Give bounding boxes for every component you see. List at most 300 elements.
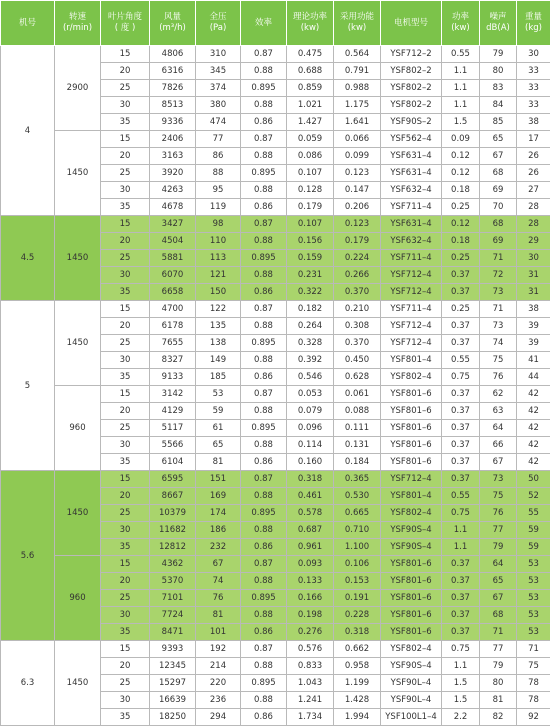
efficiency-cell: 0.895 xyxy=(241,250,287,267)
theoretical-power-cell: 0.179 xyxy=(287,199,334,216)
airflow-cell: 7101 xyxy=(150,590,196,607)
pressure-cell: 61 xyxy=(196,420,241,437)
noise-cell: 83 xyxy=(480,80,517,97)
header-model: 机号 xyxy=(1,1,55,46)
motor-model-cell: YSF712–4 xyxy=(381,267,442,284)
theoretical-power-cell: 0.107 xyxy=(287,216,334,233)
efficiency-cell: 0.86 xyxy=(241,199,287,216)
airflow-cell: 5566 xyxy=(150,437,196,454)
airflow-cell: 6595 xyxy=(150,471,196,488)
adopted-power-cell: 0.191 xyxy=(334,590,381,607)
airflow-cell: 4129 xyxy=(150,403,196,420)
theoretical-power-cell: 0.392 xyxy=(287,352,334,369)
noise-cell: 65 xyxy=(480,573,517,590)
weight-cell: 42 xyxy=(517,386,550,403)
power-cell: 0.37 xyxy=(442,573,480,590)
blade-angle-cell: 20 xyxy=(101,573,150,590)
power-cell: 1.1 xyxy=(442,658,480,675)
adopted-power-cell: 0.370 xyxy=(334,284,381,301)
weight-cell: 42 xyxy=(517,454,550,471)
pressure-cell: 77 xyxy=(196,131,241,148)
model-cell: 4 xyxy=(1,46,55,216)
power-cell: 0.12 xyxy=(442,148,480,165)
airflow-cell: 7724 xyxy=(150,607,196,624)
weight-cell: 71 xyxy=(517,641,550,658)
efficiency-cell: 0.88 xyxy=(241,182,287,199)
efficiency-cell: 0.88 xyxy=(241,573,287,590)
airflow-cell: 4806 xyxy=(150,46,196,63)
pressure-cell: 59 xyxy=(196,403,241,420)
header-row xyxy=(1,1,550,46)
airflow-cell: 4504 xyxy=(150,233,196,250)
airflow-cell: 7655 xyxy=(150,335,196,352)
motor-model-cell: YSF90S–4 xyxy=(381,522,442,539)
motor-model-cell: YSF90L–4 xyxy=(381,675,442,692)
airflow-cell: 5370 xyxy=(150,573,196,590)
weight-cell: 53 xyxy=(517,607,550,624)
airflow-cell: 6104 xyxy=(150,454,196,471)
weight-cell: 53 xyxy=(517,556,550,573)
blade-angle-cell: 25 xyxy=(101,250,150,267)
power-cell: 0.37 xyxy=(442,420,480,437)
blade-angle-cell: 25 xyxy=(101,420,150,437)
adopted-power-cell: 0.318 xyxy=(334,624,381,641)
theoretical-power-cell: 0.578 xyxy=(287,505,334,522)
motor-model-cell: YSF562–4 xyxy=(381,131,442,148)
model-cell: 6.3 xyxy=(1,641,55,726)
noise-cell: 79 xyxy=(480,658,517,675)
pressure-cell: 232 xyxy=(196,539,241,556)
pressure-cell: 81 xyxy=(196,454,241,471)
speed-cell: 1450 xyxy=(55,216,101,301)
motor-model-cell: YSF90S–4 xyxy=(381,658,442,675)
airflow-cell: 18250 xyxy=(150,709,196,726)
blade-angle-cell: 30 xyxy=(101,352,150,369)
noise-cell: 73 xyxy=(480,318,517,335)
airflow-cell: 6658 xyxy=(150,284,196,301)
adopted-power-cell: 0.266 xyxy=(334,267,381,284)
adopted-power-cell: 0.988 xyxy=(334,80,381,97)
noise-cell: 63 xyxy=(480,403,517,420)
adopted-power-cell: 1.641 xyxy=(334,114,381,131)
header-theoretical-power: 理论功率 (kw) xyxy=(287,1,334,46)
noise-cell: 67 xyxy=(480,148,517,165)
noise-cell: 73 xyxy=(480,471,517,488)
theoretical-power-cell: 1.241 xyxy=(287,692,334,709)
adopted-power-cell: 0.791 xyxy=(334,63,381,80)
theoretical-power-cell: 0.114 xyxy=(287,437,334,454)
theoretical-power-cell: 0.093 xyxy=(287,556,334,573)
power-cell: 0.55 xyxy=(442,352,480,369)
power-cell: 0.75 xyxy=(442,505,480,522)
blade-angle-cell: 20 xyxy=(101,63,150,80)
power-cell: 0.37 xyxy=(442,437,480,454)
blade-angle-cell: 25 xyxy=(101,505,150,522)
blade-angle-cell: 35 xyxy=(101,624,150,641)
blade-angle-cell: 25 xyxy=(101,80,150,97)
adopted-power-cell: 0.308 xyxy=(334,318,381,335)
theoretical-power-cell: 0.053 xyxy=(287,386,334,403)
blade-angle-cell: 30 xyxy=(101,267,150,284)
blade-angle-cell: 25 xyxy=(101,165,150,182)
table-row xyxy=(1,556,550,573)
efficiency-cell: 0.86 xyxy=(241,624,287,641)
adopted-power-cell: 0.111 xyxy=(334,420,381,437)
pressure-cell: 220 xyxy=(196,675,241,692)
airflow-cell: 3142 xyxy=(150,386,196,403)
weight-cell: 26 xyxy=(517,165,550,182)
motor-model-cell: YSF632–4 xyxy=(381,182,442,199)
theoretical-power-cell: 0.328 xyxy=(287,335,334,352)
weight-cell: 26 xyxy=(517,148,550,165)
adopted-power-cell: 0.564 xyxy=(334,46,381,63)
adopted-power-cell: 0.131 xyxy=(334,437,381,454)
motor-model-cell: YSF712–4 xyxy=(381,318,442,335)
adopted-power-cell: 0.662 xyxy=(334,641,381,658)
pressure-cell: 150 xyxy=(196,284,241,301)
weight-cell: 55 xyxy=(517,505,550,522)
blade-angle-cell: 35 xyxy=(101,284,150,301)
noise-cell: 75 xyxy=(480,488,517,505)
pressure-cell: 74 xyxy=(196,573,241,590)
blade-angle-cell: 30 xyxy=(101,437,150,454)
noise-cell: 80 xyxy=(480,63,517,80)
power-cell: 1.5 xyxy=(442,692,480,709)
efficiency-cell: 0.86 xyxy=(241,454,287,471)
efficiency-cell: 0.87 xyxy=(241,386,287,403)
adopted-power-cell: 0.088 xyxy=(334,403,381,420)
efficiency-cell: 0.86 xyxy=(241,709,287,726)
airflow-cell: 3163 xyxy=(150,148,196,165)
efficiency-cell: 0.895 xyxy=(241,80,287,97)
weight-cell: 52 xyxy=(517,488,550,505)
efficiency-cell: 0.88 xyxy=(241,403,287,420)
pressure-cell: 88 xyxy=(196,165,241,182)
blade-angle-cell: 35 xyxy=(101,454,150,471)
header-speed: 转速 (r/min) xyxy=(55,1,101,46)
efficiency-cell: 0.87 xyxy=(241,46,287,63)
adopted-power-cell: 1.428 xyxy=(334,692,381,709)
power-cell: 0.37 xyxy=(442,607,480,624)
blade-angle-cell: 15 xyxy=(101,556,150,573)
power-cell: 2.2 xyxy=(442,709,480,726)
motor-model-cell: YSF712–4 xyxy=(381,471,442,488)
theoretical-power-cell: 0.859 xyxy=(287,80,334,97)
table-row xyxy=(1,301,550,318)
blade-angle-cell: 30 xyxy=(101,692,150,709)
weight-cell: 78 xyxy=(517,692,550,709)
adopted-power-cell: 0.628 xyxy=(334,369,381,386)
motor-model-cell: YSF90S–2 xyxy=(381,114,442,131)
noise-cell: 68 xyxy=(480,165,517,182)
airflow-cell: 12345 xyxy=(150,658,196,675)
motor-model-cell: YSF802–2 xyxy=(381,97,442,114)
adopted-power-cell: 1.100 xyxy=(334,539,381,556)
theoretical-power-cell: 0.264 xyxy=(287,318,334,335)
blade-angle-cell: 15 xyxy=(101,641,150,658)
adopted-power-cell: 0.224 xyxy=(334,250,381,267)
pressure-cell: 149 xyxy=(196,352,241,369)
theoretical-power-cell: 0.133 xyxy=(287,573,334,590)
airflow-cell: 8667 xyxy=(150,488,196,505)
motor-model-cell: YSF711–4 xyxy=(381,301,442,318)
adopted-power-cell: 0.184 xyxy=(334,454,381,471)
power-cell: 0.37 xyxy=(442,556,480,573)
motor-model-cell: YSF802–2 xyxy=(381,80,442,97)
speed-cell: 1450 xyxy=(55,301,101,386)
efficiency-cell: 0.87 xyxy=(241,301,287,318)
noise-cell: 77 xyxy=(480,641,517,658)
adopted-power-cell: 0.370 xyxy=(334,335,381,352)
blade-angle-cell: 30 xyxy=(101,522,150,539)
weight-cell: 75 xyxy=(517,658,550,675)
adopted-power-cell: 0.450 xyxy=(334,352,381,369)
noise-cell: 81 xyxy=(480,692,517,709)
adopted-power-cell: 1.994 xyxy=(334,709,381,726)
power-cell: 0.37 xyxy=(442,454,480,471)
motor-model-cell: YSF90S–4 xyxy=(381,539,442,556)
weight-cell: 53 xyxy=(517,624,550,641)
theoretical-power-cell: 0.159 xyxy=(287,250,334,267)
blade-angle-cell: 15 xyxy=(101,471,150,488)
pressure-cell: 122 xyxy=(196,301,241,318)
motor-model-cell: YSF712–4 xyxy=(381,335,442,352)
pressure-cell: 113 xyxy=(196,250,241,267)
efficiency-cell: 0.87 xyxy=(241,216,287,233)
noise-cell: 70 xyxy=(480,199,517,216)
speed-cell: 2900 xyxy=(55,46,101,131)
theoretical-power-cell: 0.833 xyxy=(287,658,334,675)
airflow-cell: 6316 xyxy=(150,63,196,80)
airflow-cell: 16639 xyxy=(150,692,196,709)
power-cell: 1.1 xyxy=(442,63,480,80)
efficiency-cell: 0.87 xyxy=(241,471,287,488)
weight-cell: 50 xyxy=(517,471,550,488)
efficiency-cell: 0.88 xyxy=(241,63,287,80)
blade-angle-cell: 15 xyxy=(101,46,150,63)
noise-cell: 80 xyxy=(480,675,517,692)
blade-angle-cell: 20 xyxy=(101,318,150,335)
power-cell: 1.1 xyxy=(442,522,480,539)
airflow-cell: 8327 xyxy=(150,352,196,369)
speed-cell: 960 xyxy=(55,386,101,471)
power-cell: 1.5 xyxy=(442,675,480,692)
theoretical-power-cell: 0.576 xyxy=(287,641,334,658)
theoretical-power-cell: 0.688 xyxy=(287,63,334,80)
power-cell: 0.25 xyxy=(442,250,480,267)
speed-cell: 1450 xyxy=(55,471,101,556)
weight-cell: 38 xyxy=(517,114,550,131)
theoretical-power-cell: 0.231 xyxy=(287,267,334,284)
adopted-power-cell: 0.530 xyxy=(334,488,381,505)
motor-model-cell: YSF801–4 xyxy=(381,352,442,369)
airflow-cell: 6070 xyxy=(150,267,196,284)
efficiency-cell: 0.88 xyxy=(241,437,287,454)
noise-cell: 75 xyxy=(480,352,517,369)
power-cell: 0.37 xyxy=(442,318,480,335)
adopted-power-cell: 0.365 xyxy=(334,471,381,488)
blade-angle-cell: 35 xyxy=(101,539,150,556)
adopted-power-cell: 0.710 xyxy=(334,522,381,539)
noise-cell: 71 xyxy=(480,624,517,641)
blade-angle-cell: 20 xyxy=(101,658,150,675)
theoretical-power-cell: 0.461 xyxy=(287,488,334,505)
pressure-cell: 192 xyxy=(196,641,241,658)
motor-model-cell: YSF631–4 xyxy=(381,165,442,182)
pressure-cell: 76 xyxy=(196,590,241,607)
adopted-power-cell: 0.228 xyxy=(334,607,381,624)
weight-cell: 17 xyxy=(517,131,550,148)
blade-angle-cell: 30 xyxy=(101,182,150,199)
motor-model-cell: YSF801–6 xyxy=(381,590,442,607)
pressure-cell: 67 xyxy=(196,556,241,573)
airflow-cell: 15297 xyxy=(150,675,196,692)
efficiency-cell: 0.895 xyxy=(241,335,287,352)
airflow-cell: 10379 xyxy=(150,505,196,522)
efficiency-cell: 0.87 xyxy=(241,556,287,573)
theoretical-power-cell: 1.043 xyxy=(287,675,334,692)
table-row xyxy=(1,471,550,488)
airflow-cell: 9133 xyxy=(150,369,196,386)
weight-cell: 33 xyxy=(517,97,550,114)
adopted-power-cell: 0.123 xyxy=(334,216,381,233)
pressure-cell: 53 xyxy=(196,386,241,403)
blade-angle-cell: 20 xyxy=(101,148,150,165)
efficiency-cell: 0.88 xyxy=(241,658,287,675)
adopted-power-cell: 0.179 xyxy=(334,233,381,250)
power-cell: 1.1 xyxy=(442,80,480,97)
power-cell: 0.37 xyxy=(442,590,480,607)
airflow-cell: 9336 xyxy=(150,114,196,131)
weight-cell: 41 xyxy=(517,352,550,369)
theoretical-power-cell: 0.276 xyxy=(287,624,334,641)
adopted-power-cell: 0.665 xyxy=(334,505,381,522)
airflow-cell: 4263 xyxy=(150,182,196,199)
speed-cell: 960 xyxy=(55,556,101,641)
blade-angle-cell: 15 xyxy=(101,131,150,148)
efficiency-cell: 0.86 xyxy=(241,114,287,131)
airflow-cell: 3427 xyxy=(150,216,196,233)
pressure-cell: 185 xyxy=(196,369,241,386)
weight-cell: 42 xyxy=(517,437,550,454)
noise-cell: 79 xyxy=(480,539,517,556)
header-adopted-power: 采用功能 (kw) xyxy=(334,1,381,46)
noise-cell: 64 xyxy=(480,420,517,437)
noise-cell: 73 xyxy=(480,284,517,301)
model-cell: 5.6 xyxy=(1,471,55,641)
noise-cell: 72 xyxy=(480,267,517,284)
efficiency-cell: 0.88 xyxy=(241,522,287,539)
weight-cell: 29 xyxy=(517,233,550,250)
airflow-cell: 11682 xyxy=(150,522,196,539)
pressure-cell: 98 xyxy=(196,216,241,233)
power-cell: 1.1 xyxy=(442,97,480,114)
motor-model-cell: YSF801–6 xyxy=(381,556,442,573)
efficiency-cell: 0.88 xyxy=(241,607,287,624)
pressure-cell: 474 xyxy=(196,114,241,131)
theoretical-power-cell: 1.427 xyxy=(287,114,334,131)
speed-cell: 1450 xyxy=(55,641,101,726)
theoretical-power-cell: 0.128 xyxy=(287,182,334,199)
weight-cell: 78 xyxy=(517,675,550,692)
power-cell: 0.09 xyxy=(442,131,480,148)
table-row xyxy=(1,386,550,403)
motor-model-cell: YSF802–2 xyxy=(381,63,442,80)
theoretical-power-cell: 0.198 xyxy=(287,607,334,624)
efficiency-cell: 0.895 xyxy=(241,165,287,182)
blade-angle-cell: 15 xyxy=(101,301,150,318)
table-body xyxy=(1,46,550,726)
noise-cell: 66 xyxy=(480,437,517,454)
motor-model-cell: YSF711–4 xyxy=(381,199,442,216)
adopted-power-cell: 0.206 xyxy=(334,199,381,216)
motor-model-cell: YSF632–4 xyxy=(381,233,442,250)
blade-angle-cell: 25 xyxy=(101,675,150,692)
noise-cell: 64 xyxy=(480,556,517,573)
motor-model-cell: YSF802–4 xyxy=(381,505,442,522)
efficiency-cell: 0.895 xyxy=(241,590,287,607)
motor-model-cell: YSF801–6 xyxy=(381,420,442,437)
weight-cell: 38 xyxy=(517,301,550,318)
header-motor-model: 电机型号 xyxy=(381,1,442,46)
noise-cell: 67 xyxy=(480,590,517,607)
blade-angle-cell: 15 xyxy=(101,216,150,233)
theoretical-power-cell: 0.059 xyxy=(287,131,334,148)
motor-model-cell: YSF100L1–4 xyxy=(381,709,442,726)
pressure-cell: 294 xyxy=(196,709,241,726)
pressure-cell: 95 xyxy=(196,182,241,199)
power-cell: 0.12 xyxy=(442,165,480,182)
model-cell: 5 xyxy=(1,301,55,471)
table-row xyxy=(1,46,550,63)
motor-model-cell: YSF801–6 xyxy=(381,386,442,403)
pressure-cell: 65 xyxy=(196,437,241,454)
motor-model-cell: YSF801–6 xyxy=(381,437,442,454)
motor-model-cell: YSF631–4 xyxy=(381,216,442,233)
efficiency-cell: 0.88 xyxy=(241,352,287,369)
noise-cell: 82 xyxy=(480,709,517,726)
weight-cell: 92 xyxy=(517,709,550,726)
noise-cell: 74 xyxy=(480,335,517,352)
adopted-power-cell: 0.147 xyxy=(334,182,381,199)
weight-cell: 53 xyxy=(517,590,550,607)
header-power: 功率 (kw) xyxy=(442,1,480,46)
adopted-power-cell: 0.958 xyxy=(334,658,381,675)
weight-cell: 33 xyxy=(517,63,550,80)
motor-model-cell: YSF801–6 xyxy=(381,454,442,471)
efficiency-cell: 0.895 xyxy=(241,420,287,437)
efficiency-cell: 0.87 xyxy=(241,641,287,658)
efficiency-cell: 0.88 xyxy=(241,488,287,505)
blade-angle-cell: 35 xyxy=(101,369,150,386)
power-cell: 0.25 xyxy=(442,199,480,216)
pressure-cell: 119 xyxy=(196,199,241,216)
theoretical-power-cell: 0.318 xyxy=(287,471,334,488)
blade-angle-cell: 20 xyxy=(101,403,150,420)
header-airflow: 风量 (m³/h) xyxy=(150,1,196,46)
theoretical-power-cell: 0.156 xyxy=(287,233,334,250)
weight-cell: 31 xyxy=(517,267,550,284)
efficiency-cell: 0.895 xyxy=(241,675,287,692)
adopted-power-cell: 0.210 xyxy=(334,301,381,318)
airflow-cell: 9393 xyxy=(150,641,196,658)
efficiency-cell: 0.88 xyxy=(241,148,287,165)
theoretical-power-cell: 0.107 xyxy=(287,165,334,182)
weight-cell: 59 xyxy=(517,522,550,539)
airflow-cell: 6178 xyxy=(150,318,196,335)
noise-cell: 69 xyxy=(480,182,517,199)
power-cell: 0.18 xyxy=(442,182,480,199)
